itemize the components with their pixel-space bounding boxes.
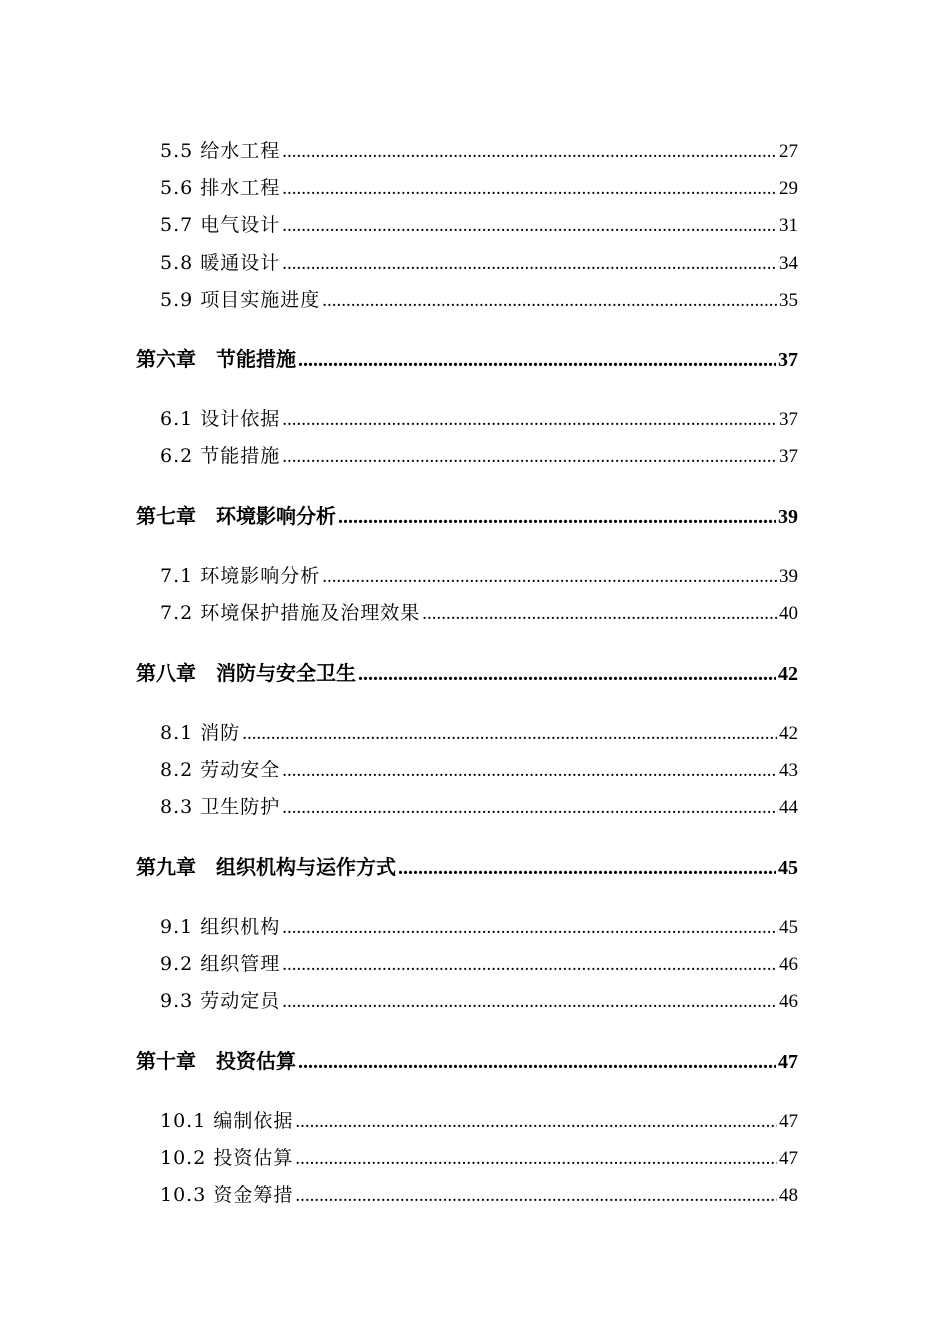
toc-chapter-heading[interactable] bbox=[136, 343, 798, 372]
toc-entry-page: 48 bbox=[779, 1185, 798, 1206]
toc-entry-label: 5.8 暖通设计 bbox=[160, 252, 281, 274]
toc-entry-page: 47 bbox=[779, 1148, 798, 1169]
toc-entry-page: 46 bbox=[779, 954, 798, 975]
toc-entry[interactable] bbox=[160, 986, 798, 1013]
dot-leader bbox=[422, 603, 777, 625]
toc-entry-page: 29 bbox=[779, 178, 798, 199]
toc-entry-label: 10.2 投资估算 bbox=[160, 1147, 294, 1169]
dot-leader bbox=[282, 446, 777, 468]
toc-entry[interactable] bbox=[160, 561, 798, 588]
dot-leader bbox=[398, 857, 776, 880]
toc-entry[interactable] bbox=[160, 1180, 798, 1207]
dot-leader bbox=[295, 1111, 777, 1133]
toc-entry-page: 40 bbox=[779, 603, 798, 624]
dot-leader bbox=[298, 1051, 776, 1074]
toc-chapter-heading[interactable] bbox=[136, 657, 798, 686]
toc-entry-label: 7.1 环境影响分析 bbox=[160, 565, 321, 587]
toc-entry[interactable] bbox=[160, 285, 798, 312]
toc-chapter-label: 第九章 组织机构与运作方式 bbox=[136, 855, 396, 879]
toc-chapter-heading[interactable] bbox=[136, 500, 798, 529]
dot-leader bbox=[282, 954, 777, 976]
dot-leader bbox=[282, 409, 777, 431]
dot-leader bbox=[295, 1148, 777, 1170]
dot-leader bbox=[282, 991, 777, 1013]
toc-chapter-label: 第十章 投资估算 bbox=[136, 1049, 296, 1073]
toc-chapter-label: 第七章 环境影响分析 bbox=[136, 504, 336, 528]
dot-leader bbox=[282, 178, 777, 200]
toc-entry-label: 5.6 排水工程 bbox=[160, 177, 281, 199]
dot-leader bbox=[282, 917, 777, 939]
toc-entry-page: 43 bbox=[779, 760, 798, 781]
toc-entry-label: 5.5 给水工程 bbox=[160, 140, 281, 162]
toc-entry-page: 34 bbox=[779, 253, 798, 274]
toc-entry-label: 6.1 设计依据 bbox=[160, 408, 281, 430]
toc-entry[interactable] bbox=[160, 1106, 798, 1133]
toc-entry-label: 5.9 项目实施进度 bbox=[160, 289, 321, 311]
toc-entry[interactable] bbox=[160, 248, 798, 275]
toc-entry[interactable] bbox=[160, 173, 798, 200]
toc-entry-page: 39 bbox=[779, 566, 798, 587]
dot-leader bbox=[282, 760, 777, 782]
toc-entry-page: 31 bbox=[779, 215, 798, 236]
toc-entry-label: 9.3 劳动定员 bbox=[160, 990, 281, 1012]
toc-entry-page: 42 bbox=[779, 723, 798, 744]
toc-entry-label: 9.2 组织管理 bbox=[160, 953, 281, 975]
toc-entry[interactable] bbox=[160, 912, 798, 939]
toc-entry[interactable] bbox=[160, 598, 798, 625]
dot-leader bbox=[298, 349, 776, 372]
dot-leader bbox=[282, 141, 777, 163]
toc-entry[interactable] bbox=[160, 949, 798, 976]
toc-chapter-page: 39 bbox=[778, 506, 798, 528]
toc-entry-page: 37 bbox=[779, 409, 798, 430]
toc-chapter-page: 37 bbox=[778, 349, 798, 371]
toc-entry[interactable] bbox=[160, 755, 798, 782]
toc-chapter-page: 45 bbox=[778, 857, 798, 879]
toc-entry-page: 44 bbox=[779, 797, 798, 818]
dot-leader bbox=[282, 253, 777, 275]
dot-leader bbox=[282, 215, 777, 237]
dot-leader bbox=[358, 663, 776, 686]
toc-entry-label: 7.2 环境保护措施及治理效果 bbox=[160, 602, 421, 624]
toc-chapter-page: 47 bbox=[778, 1051, 798, 1073]
toc-chapter-heading[interactable] bbox=[136, 851, 798, 880]
dot-leader bbox=[322, 566, 777, 588]
toc-entry-label: 8.3 卫生防护 bbox=[160, 796, 281, 818]
toc-entry[interactable] bbox=[160, 718, 798, 745]
toc-chapter-label: 第六章 节能措施 bbox=[136, 347, 296, 371]
dot-leader bbox=[242, 723, 777, 745]
toc-entry[interactable] bbox=[160, 792, 798, 819]
toc-entry-label: 10.1 编制依据 bbox=[160, 1110, 294, 1132]
toc-entry[interactable] bbox=[160, 1143, 798, 1170]
toc-entry[interactable] bbox=[160, 404, 798, 431]
toc-entry-page: 27 bbox=[779, 141, 798, 162]
dot-leader bbox=[295, 1185, 777, 1207]
toc-entry[interactable] bbox=[160, 136, 798, 163]
toc-entry-label: 10.3 资金筹措 bbox=[160, 1184, 294, 1206]
toc-entry-page: 45 bbox=[779, 917, 798, 938]
toc-entry-label: 8.2 劳动安全 bbox=[160, 759, 281, 781]
toc-entry[interactable] bbox=[160, 441, 798, 468]
dot-leader bbox=[282, 797, 777, 819]
toc-entry-page: 47 bbox=[779, 1111, 798, 1132]
dot-leader bbox=[338, 506, 776, 529]
toc-entry-label: 6.2 节能措施 bbox=[160, 445, 281, 467]
toc-entry[interactable] bbox=[160, 210, 798, 237]
toc-entry-page: 37 bbox=[779, 446, 798, 467]
toc-chapter-label: 第八章 消防与安全卫生 bbox=[136, 661, 356, 685]
toc-entry-label: 5.7 电气设计 bbox=[160, 214, 281, 236]
toc-entry-label: 8.1 消防 bbox=[160, 722, 241, 744]
toc-entry-page: 46 bbox=[779, 991, 798, 1012]
toc-entry-page: 35 bbox=[779, 290, 798, 311]
toc-chapter-page: 42 bbox=[778, 663, 798, 685]
toc-entry-label: 9.1 组织机构 bbox=[160, 916, 281, 938]
toc-chapter-heading[interactable] bbox=[136, 1045, 798, 1074]
dot-leader bbox=[322, 290, 777, 312]
